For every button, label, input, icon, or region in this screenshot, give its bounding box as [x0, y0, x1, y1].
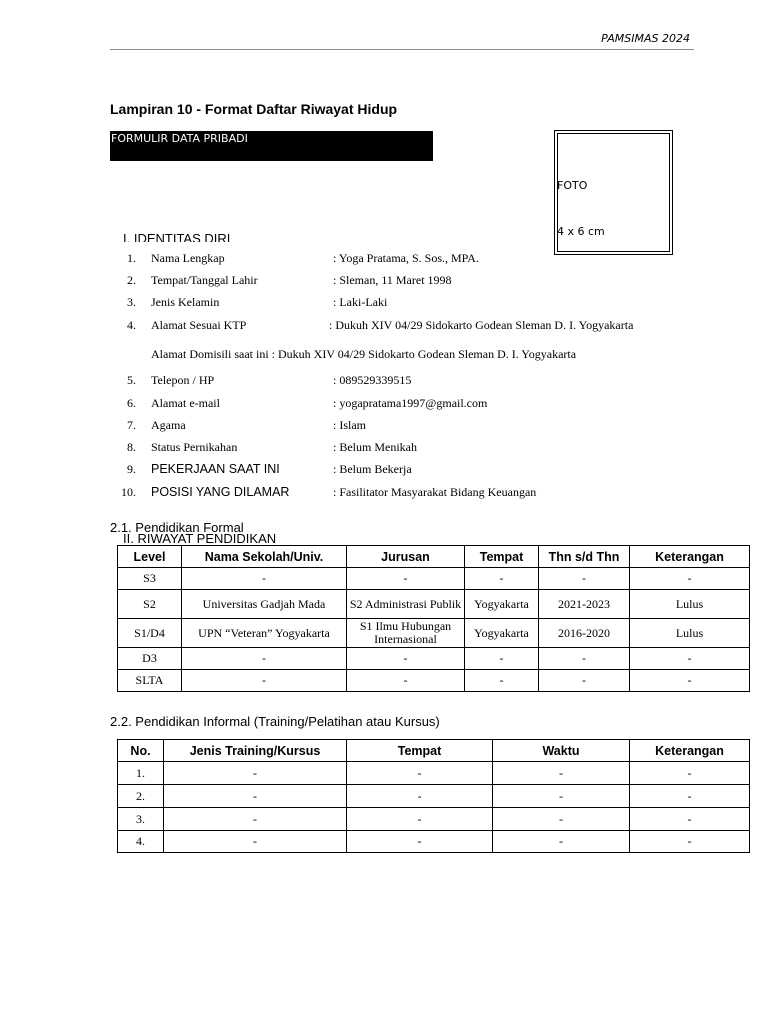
table-cell: -	[493, 808, 630, 831]
identity-row-value: : Laki-Laki	[333, 295, 388, 309]
domicile-address: Alamat Domisili saat ini : Dukuh XIV 04/29 Sidokarto Godean Sleman D. I. Yogyakarta	[151, 347, 577, 361]
table-row	[118, 785, 750, 808]
table-cell: -	[164, 785, 347, 808]
table-cell: -	[182, 568, 347, 590]
table-cell: S2	[118, 590, 182, 619]
identity-row-label: PEKERJAAN SAAT INI	[151, 462, 280, 476]
identity-row	[0, 249, 768, 267]
table-cell: 1.	[118, 762, 164, 785]
formal-education-table	[117, 545, 750, 692]
identity-row-number: 3.	[127, 295, 136, 309]
identity-row	[0, 394, 768, 412]
table-cell: -	[164, 831, 347, 853]
table-column-header: Tempat	[465, 546, 539, 568]
identity-row-number: 10.	[121, 485, 136, 499]
table-cell: -	[493, 785, 630, 808]
table-cell: -	[182, 648, 347, 670]
identity-row-label: Jenis Kelamin	[151, 295, 220, 309]
section-informal-heading: 2.2. Pendidikan Informal (Training/Pelatihan atau Kursus)	[110, 714, 440, 729]
table-cell: -	[630, 831, 750, 853]
table-row	[118, 762, 750, 785]
table-cell: -	[347, 648, 465, 670]
photo-label: FOTO	[557, 179, 588, 192]
identity-row-value: : Islam	[333, 418, 366, 432]
table-row	[118, 568, 750, 590]
identity-row-label: POSISI YANG DILAMAR	[151, 485, 290, 499]
table-cell: -	[630, 670, 750, 692]
identity-row-number: 9.	[127, 462, 136, 476]
identity-row-label: Agama	[151, 418, 186, 432]
identity-row-value: : Dukuh XIV 04/29 Sidokarto Godean Sleman D. I. Yogyakarta	[329, 318, 634, 332]
table-column-header: Thn s/d Thn	[539, 546, 630, 568]
table-cell: 3.	[118, 808, 164, 831]
table-cell: -	[182, 670, 347, 692]
identity-row-number: 8.	[127, 440, 136, 454]
table-cell: -	[630, 808, 750, 831]
identity-row-label: Status Pernikahan	[151, 440, 238, 454]
identity-row-label: Alamat e-mail	[151, 396, 220, 410]
table-column-header: Jurusan	[347, 546, 465, 568]
identity-row	[0, 483, 768, 501]
table-cell: -	[630, 762, 750, 785]
table-cell: Universitas Gadjah Mada	[182, 590, 347, 619]
table-cell: UPN “Veteran” Yogyakarta	[182, 619, 347, 648]
table-cell: -	[347, 670, 465, 692]
table-cell: S3	[118, 568, 182, 590]
table-column-header: Keterangan	[630, 740, 750, 762]
identity-row-number: 7.	[127, 418, 136, 432]
section-identity-heading: I. IDENTITAS DIRI	[123, 231, 231, 242]
table-cell: -	[493, 831, 630, 853]
table-row	[118, 619, 750, 648]
table-cell: -	[465, 568, 539, 590]
identity-row-label: Tempat/Tanggal Lahir	[151, 273, 258, 287]
identity-row	[0, 271, 768, 289]
identity-row	[0, 316, 768, 334]
table-cell: -	[347, 831, 493, 853]
table-cell: -	[164, 762, 347, 785]
table-cell: S2 Administrasi Publik	[347, 590, 465, 619]
identity-row-number: 5.	[127, 373, 136, 387]
table-cell: -	[465, 648, 539, 670]
identity-row	[0, 416, 768, 434]
table-cell: 2.	[118, 785, 164, 808]
table-cell: -	[493, 762, 630, 785]
table-cell: 4.	[118, 831, 164, 853]
identity-row-value: : Sleman, 11 Maret 1998	[333, 273, 452, 287]
identity-row-value: : Belum Menikah	[333, 440, 417, 454]
table-cell: -	[539, 568, 630, 590]
table-cell: SLTA	[118, 670, 182, 692]
table-cell: Lulus	[630, 619, 750, 648]
identity-row	[0, 371, 768, 389]
identity-row	[0, 460, 768, 478]
table-column-header: Tempat	[347, 740, 493, 762]
table-cell: Lulus	[630, 590, 750, 619]
table-cell: Yogyakarta	[465, 590, 539, 619]
table-cell: -	[465, 670, 539, 692]
identity-row-number: 1.	[127, 251, 136, 265]
informal-training-table	[117, 739, 750, 853]
section-formal-heading: 2.1. Pendidikan Formal	[110, 520, 244, 535]
table-cell: -	[347, 785, 493, 808]
identity-row-label: Telepon / HP	[151, 373, 215, 387]
header-brand: PAMSIMAS 2024	[601, 32, 690, 45]
identity-row-label: Nama Lengkap	[151, 251, 225, 265]
photo-size: 4 x 6 cm	[557, 225, 605, 238]
table-cell: D3	[118, 648, 182, 670]
table-row	[118, 648, 750, 670]
table-cell: -	[164, 808, 347, 831]
header-divider	[110, 49, 694, 50]
table-column-header: Jenis Training/Kursus	[164, 740, 347, 762]
document-title: Lampiran 10 - Format Daftar Riwayat Hidup	[110, 101, 398, 117]
table-column-header: Keterangan	[630, 546, 750, 568]
table-cell: -	[347, 762, 493, 785]
table-cell: -	[347, 568, 465, 590]
table-cell: S1 Ilmu Hubungan Internasional	[347, 619, 465, 648]
identity-row-number: 6.	[127, 396, 136, 410]
identity-row-value: : Fasilitator Masyarakat Bidang Keuangan	[333, 485, 537, 499]
table-cell: -	[630, 568, 750, 590]
table-cell: Yogyakarta	[465, 619, 539, 648]
form-heading: FORMULIR DATA PRIBADI	[110, 131, 433, 161]
identity-row-label: Alamat Sesuai KTP	[151, 318, 247, 332]
identity-row-number: 4.	[127, 318, 136, 332]
table-cell: -	[347, 808, 493, 831]
table-row	[118, 808, 750, 831]
section-history-heading: II. RIWAYAT PENDIDIKAN	[123, 532, 277, 544]
table-cell: S1/D4	[118, 619, 182, 648]
table-column-header: Level	[118, 546, 182, 568]
identity-row-value: : Belum Bekerja	[333, 462, 412, 476]
table-cell: 2016-2020	[539, 619, 630, 648]
table-cell: -	[630, 785, 750, 808]
table-row	[118, 670, 750, 692]
identity-row-value: : 089529339515	[333, 373, 412, 387]
table-column-header: No.	[118, 740, 164, 762]
table-cell: -	[539, 648, 630, 670]
identity-row-number: 2.	[127, 273, 136, 287]
identity-row-value: : yogapratama1997@gmail.com	[333, 396, 488, 410]
table-cell: -	[539, 670, 630, 692]
table-cell: 2021-2023	[539, 590, 630, 619]
identity-row	[0, 293, 768, 311]
table-cell: -	[630, 648, 750, 670]
table-row	[118, 831, 750, 853]
table-row	[118, 590, 750, 619]
table-column-header: Nama Sekolah/Univ.	[182, 546, 347, 568]
identity-row-value: : Yoga Pratama, S. Sos., MPA.	[333, 251, 479, 265]
identity-row	[0, 438, 768, 456]
table-column-header: Waktu	[493, 740, 630, 762]
